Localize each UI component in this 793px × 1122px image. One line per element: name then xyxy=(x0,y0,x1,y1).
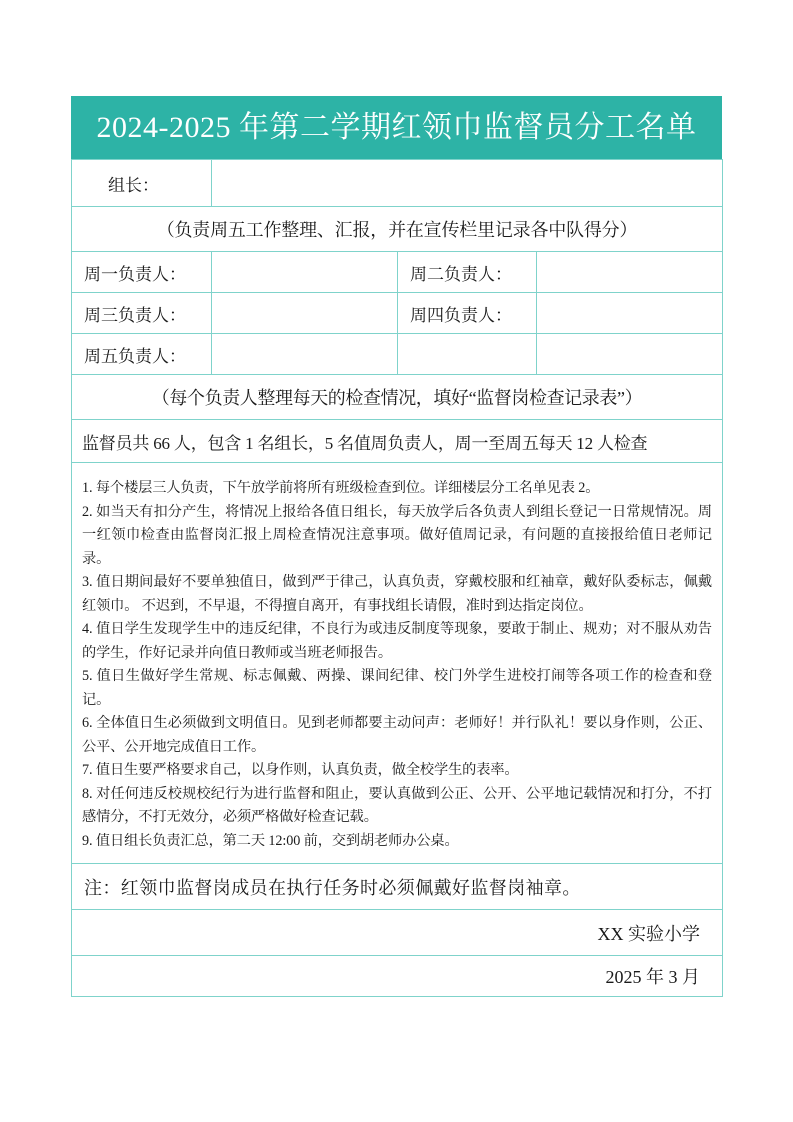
weekday-thu-label: 周四负责人： xyxy=(410,305,512,325)
leader-value-cell[interactable] xyxy=(212,160,723,207)
weekday-mon-value-cell[interactable] xyxy=(212,252,398,293)
weekday-wed-label: 周三负责人： xyxy=(84,305,186,325)
assignment-form-table xyxy=(71,159,723,997)
note-cell xyxy=(72,864,723,910)
weekday-wed-value xyxy=(212,307,397,319)
weekday-mon-value xyxy=(212,266,397,278)
leader-label: 组长： xyxy=(108,175,159,195)
weekday-wed-label-cell xyxy=(72,293,212,334)
rule-item-8: 8. 对任何违反校规校纪行为进行监督和阻止，要认真做到公正、公开、公平地记载情况和打分，不打感情分，不打无效分，必须严格做好检查记载。 xyxy=(82,785,712,825)
weekday-mon-label-cell xyxy=(72,252,212,293)
weekday-empty-value xyxy=(537,348,722,360)
rules-cell xyxy=(72,463,723,864)
leader-notice-text: （负责周五工作整理、汇报，并在宣传栏里记录各中队得分） xyxy=(156,220,638,240)
weekday-wed-value-cell[interactable] xyxy=(212,293,398,334)
table-row-rules xyxy=(72,463,723,864)
rule-item-7: 7. 值日生要严格要求自己，以身作则，认真负责，做全校学生的表率。 xyxy=(82,762,519,778)
signature-text: XX 实验小学 xyxy=(597,923,700,944)
rule-item-1: 1. 每个楼层三人负责，下午放学前将所有班级检查到位。详细楼层分工名单见表 2。 xyxy=(82,480,600,496)
leader-value xyxy=(212,177,722,189)
table-row-note xyxy=(72,864,723,910)
note-text: 注：红领巾监督岗成员在执行任务时必须佩戴好监督岗袖章。 xyxy=(84,877,581,898)
table-row-leader xyxy=(72,160,723,207)
weekday-tue-label: 周二负责人： xyxy=(410,264,512,284)
weekday-tue-value xyxy=(537,266,722,278)
table-row-weekday-2 xyxy=(72,293,723,334)
rule-item-9: 9. 值日组长负责汇总，第二天 12:00 前，交到胡老师办公桌。 xyxy=(82,832,459,849)
weekday-fri-value xyxy=(212,348,397,360)
weekday-thu-label-cell xyxy=(398,293,537,334)
date-text: 2025 年 3 月 xyxy=(605,967,700,987)
table-row-date xyxy=(72,956,723,997)
weekday-thu-value xyxy=(537,307,722,319)
weekday-empty-label-cell xyxy=(398,334,537,375)
weekday-tue-value-cell[interactable] xyxy=(537,252,723,293)
count-summary-text: 监督员共 66 人，包含 1 名组长，5 名值周负责人，周一至周五每天 12 人检查 xyxy=(82,433,648,453)
weekday-empty-value-cell[interactable] xyxy=(537,334,723,375)
rule-item-6: 6. 全体值日生必须做到文明值日。见到老师都要主动问声：老师好！并行队礼！要以身作则，公正、公平、公开地完成值日工作。 xyxy=(82,715,712,755)
leader-label-cell xyxy=(72,160,212,207)
table-row-weekday-1 xyxy=(72,252,723,293)
table-row-count-summary xyxy=(72,420,723,463)
table-row-daily-notice xyxy=(72,375,723,420)
rules-list xyxy=(72,463,722,863)
signature-cell xyxy=(72,910,723,956)
table-row-leader-notice xyxy=(72,207,723,252)
weekday-tue-label-cell xyxy=(398,252,537,293)
weekday-thu-value-cell[interactable] xyxy=(537,293,723,334)
rule-item-3: 3. 值日期间最好不要单独值日，做到严于律己，认真负责，穿戴校服和红袖章，戴好队委标志，佩戴红领巾。 不迟到，不早退，不得擅自离开，有事找组长请假，准时到达指定岗位。 xyxy=(82,574,712,614)
date-cell xyxy=(72,956,723,997)
count-summary-cell xyxy=(72,420,723,463)
table-row-weekday-3 xyxy=(72,334,723,375)
leader-notice-cell xyxy=(72,207,723,252)
rule-item-2: 2. 如当天有扣分产生，将情况上报给各值日组长，每天放学后各负责人到组长登记一日常规情况。周一红领巾检查由监督岗汇报上周检查情况注意事项。做好值周记录，有问题的直接报给值日老师记录。 xyxy=(82,503,712,567)
weekday-empty-label xyxy=(398,348,536,360)
document-title-banner xyxy=(71,96,722,159)
document-page xyxy=(71,96,722,997)
weekday-fri-value-cell[interactable] xyxy=(212,334,398,375)
weekday-mon-label: 周一负责人： xyxy=(84,264,186,284)
daily-notice-text: （每个负责人整理每天的检查情况，填好“监督岗检查记录表”） xyxy=(151,388,643,408)
rule-item-5: 5. 值日生做好学生常规、标志佩戴、两操、课间纪律、校门外学生进校打闹等各项工作的检查和登记。 xyxy=(82,668,712,708)
page-title: 2024-2025 年第二学期红领巾监督员分工名单 xyxy=(96,110,697,144)
weekday-fri-label-cell xyxy=(72,334,212,375)
daily-notice-cell xyxy=(72,375,723,420)
weekday-fri-label: 周五负责人： xyxy=(84,346,186,366)
table-row-signature xyxy=(72,910,723,956)
rule-item-4: 4. 值日学生发现学生中的违反纪律，不良行为或违反制度等现象，要敢于制止、规劝；对不服从劝告的学生，作好记录并向值日教师或当班老师报告。 xyxy=(82,621,712,661)
